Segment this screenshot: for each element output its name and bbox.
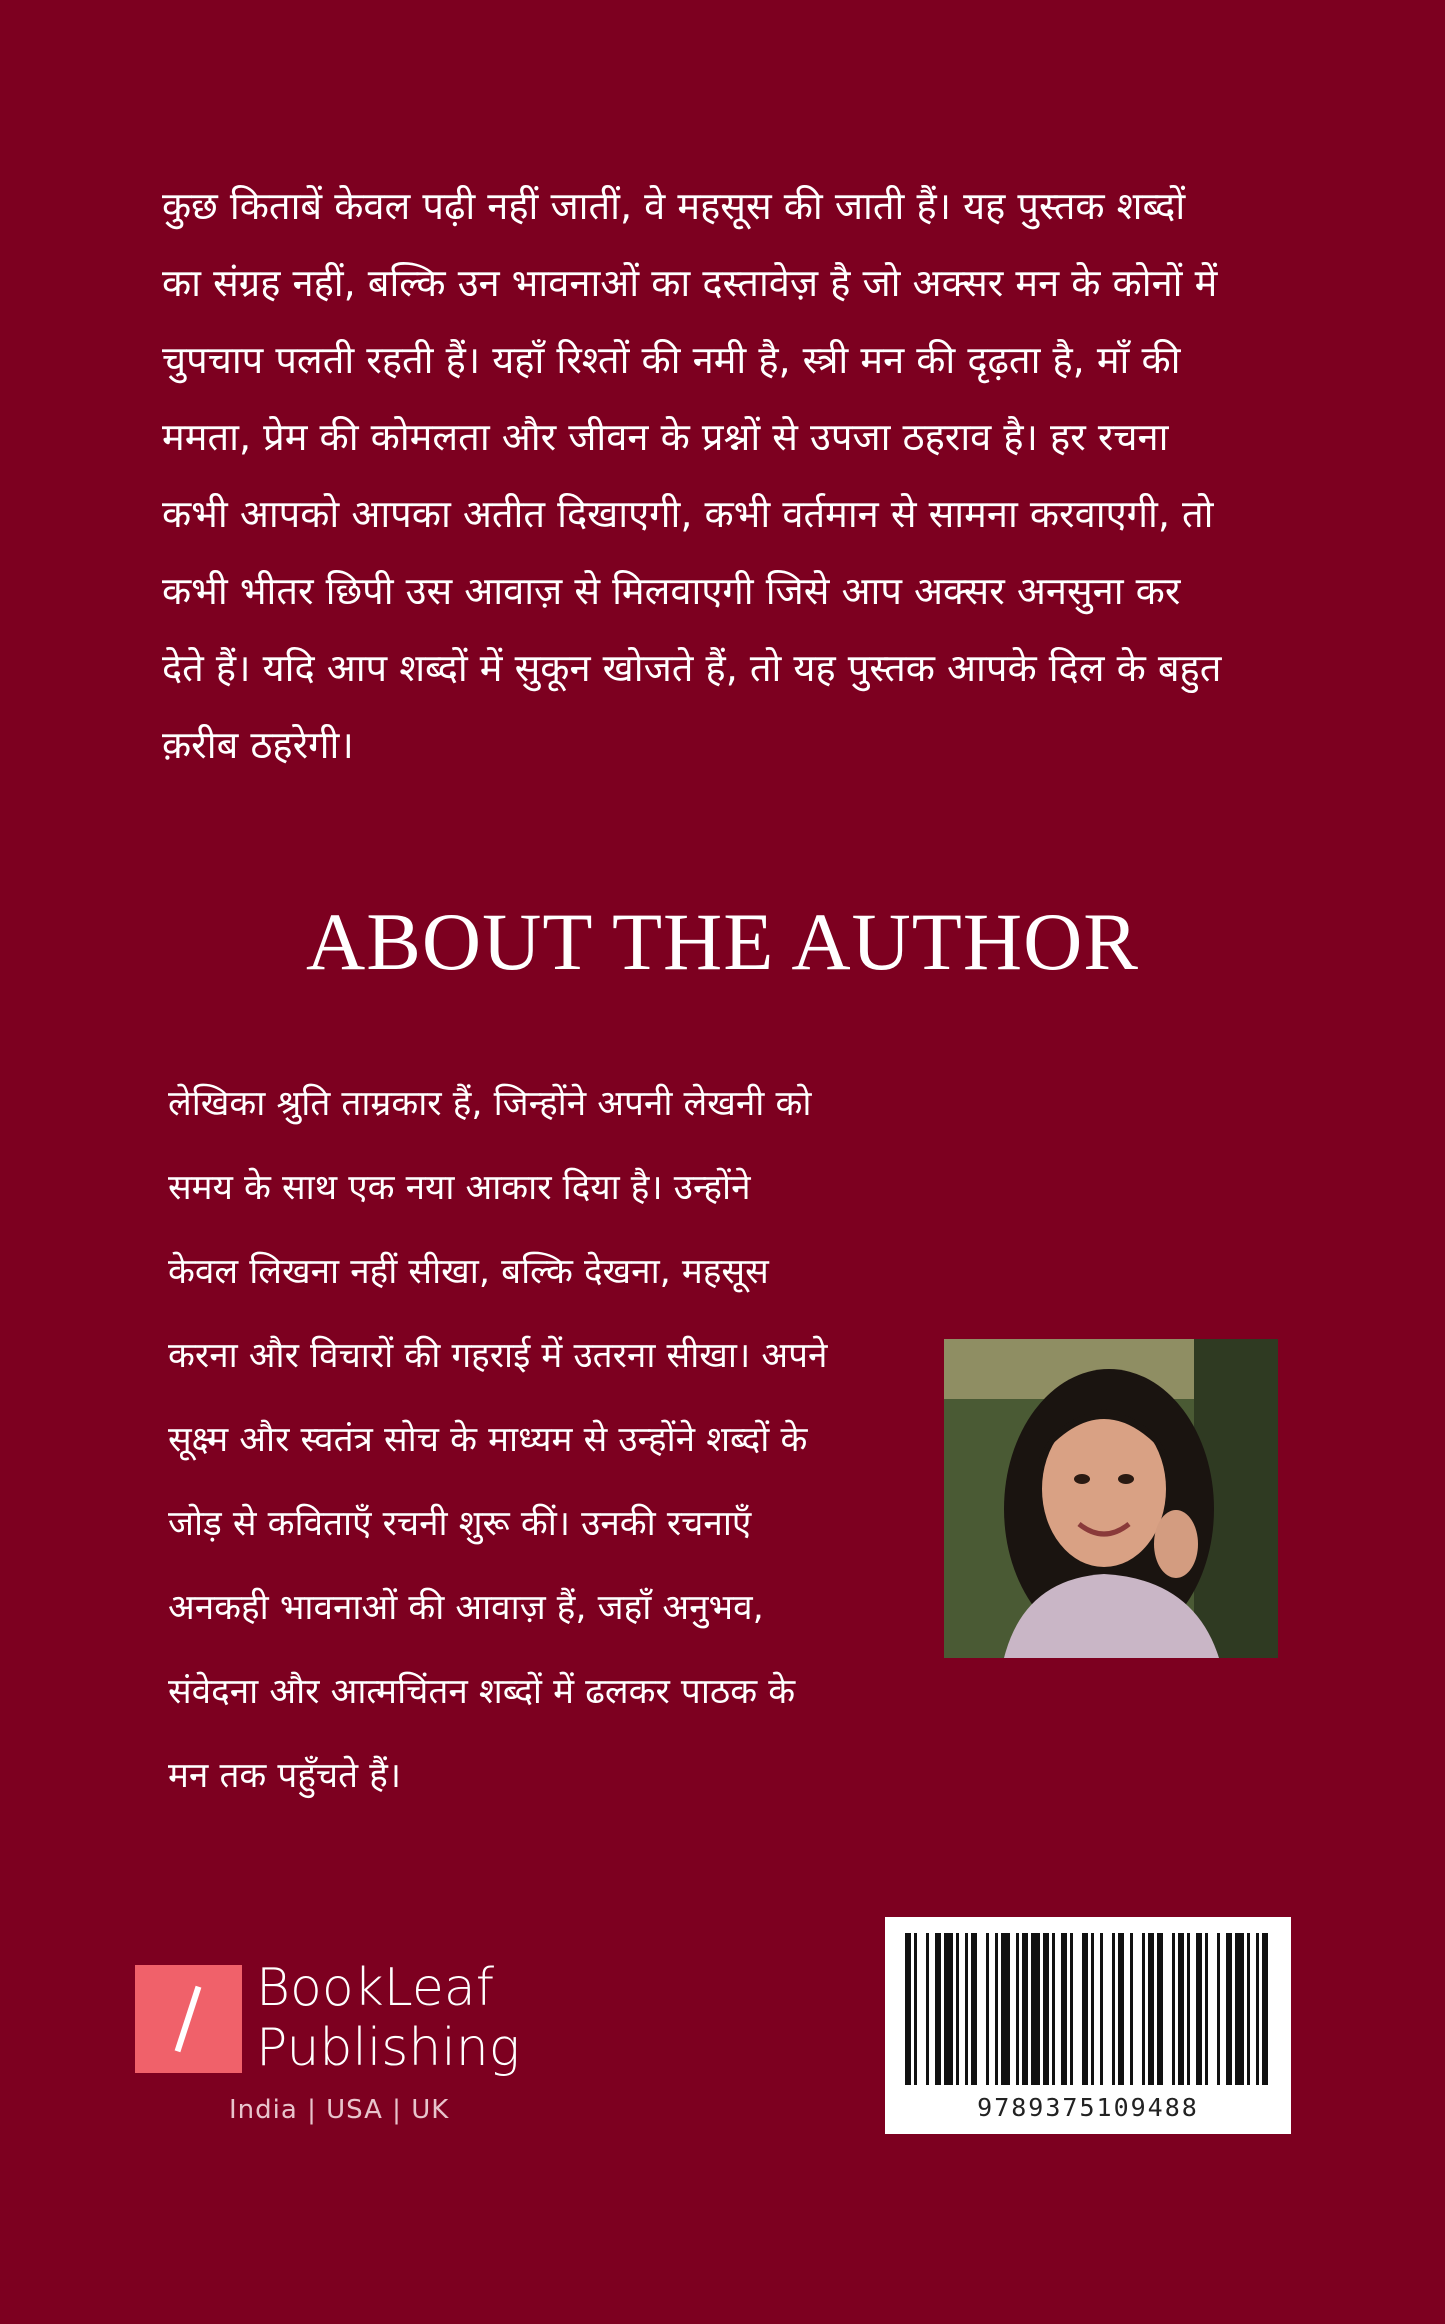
barcode-bar xyxy=(1061,1933,1067,2085)
barcode-bar xyxy=(1196,1933,1202,2085)
barcode-bars xyxy=(905,1933,1271,2085)
barcode-bar xyxy=(1142,1933,1145,2085)
barcode-bar xyxy=(1052,1933,1055,2085)
about-the-author-heading: ABOUT THE AUTHOR xyxy=(306,896,1139,987)
barcode-bar xyxy=(1235,1933,1244,2085)
barcode-bar xyxy=(1130,1933,1133,2085)
barcode-bar xyxy=(1148,1933,1154,2085)
barcode-bar xyxy=(1091,1933,1094,2085)
author-portrait-image xyxy=(944,1339,1278,1658)
barcode-bar xyxy=(956,1933,959,2085)
author-photo xyxy=(944,1339,1278,1658)
barcode-bar xyxy=(1082,1933,1088,2085)
barcode-bar xyxy=(1022,1933,1028,2085)
barcode-bar xyxy=(905,1933,911,2085)
barcode-bar xyxy=(1070,1933,1073,2085)
barcode-bar xyxy=(1112,1933,1115,2085)
publisher-name xyxy=(256,1958,520,2078)
barcode-bar xyxy=(965,1933,968,2085)
back-cover-blurb: कुछ किताबें केवल पढ़ी नहीं जातीं, वे महसूस की जाती हैं। यह पुस्तक शब्दों का संग्रह नहीं, बल्कि उन भावनाओं का दस्तावेज़ है जो अक्सर मन के कोनों में चुपचाप पलती रहती हैं। यहाँ रिश्तों की नमी है, स्त्री मन की दृढ़ता है, माँ की ममता, प्रेम की कोमलता और जीवन के प्रश्नों से उपजा ठहराव है। हर रचना कभी आपको आपका अतीत दिखाएगी, कभी वर्तमान से सामना करवाएगी, तो कभी भीतर छिपी उस आवाज़ से मिलवाएगी जिसे आप अक्सर अनसुना कर देते हैं। यदि आप शब्दों में सुकून खोजते हैं, तो यह पुस्तक आपके दिल के बहुत क़रीब ठहरेगी। xyxy=(162,184,1222,767)
barcode-bar xyxy=(1247,1933,1250,2085)
barcode-bar xyxy=(1178,1933,1184,2085)
bookleaf-logo-icon xyxy=(135,1965,242,2073)
barcode-bar xyxy=(1043,1933,1049,2085)
barcode-bar xyxy=(1172,1933,1175,2085)
barcode-bar xyxy=(1100,1933,1103,2085)
publisher-regions: India | USA | UK xyxy=(229,2095,450,2125)
barcode-bar xyxy=(995,1933,998,2085)
isbn-barcode xyxy=(885,1917,1291,2134)
barcode-bar xyxy=(1262,1933,1268,2085)
barcode-bar xyxy=(1256,1933,1259,2085)
barcode-bar xyxy=(944,1933,953,2085)
isbn-number: 9789375109488 xyxy=(977,2093,1199,2122)
barcode-bar xyxy=(926,1933,929,2085)
publisher-name-line2: Publishing xyxy=(256,2018,520,2078)
barcode-bar xyxy=(1187,1933,1190,2085)
barcode-bar xyxy=(1016,1933,1019,2085)
barcode-bar xyxy=(1157,1933,1163,2085)
publisher-name-line1: BookLeaf xyxy=(256,1958,495,2018)
barcode-bar xyxy=(1031,1933,1040,2085)
author-bio: लेखिका श्रुति ताम्रकार हैं, जिन्होंने अपनी लेखनी को समय के साथ एक नया आकार दिया है। उन्होंने केवल लिखना नहीं सीखा, बल्कि देखना, महसूस करना और विचारों की गहराई में उतरना सीखा। अपने सूक्ष्म और स्वतंत्र सोच के माध्यम से उन्होंने शब्दों के जोड़ से कविताएँ रचनी शुरू कीं। उनकी रचनाएँ अनकही भावनाओं की आवाज़ हैं, जहाँ अनुभव, संवेदना और आत्मचिंतन शब्दों में ढलकर पाठक के मन तक पहुँचते हैं। xyxy=(168,1084,828,1796)
barcode-bar xyxy=(971,1933,977,2085)
barcode-bar xyxy=(1226,1933,1232,2085)
barcode-bar xyxy=(986,1933,989,2085)
barcode-bar xyxy=(1217,1933,1220,2085)
slash-icon xyxy=(175,1986,202,2053)
barcode-bar xyxy=(1001,1933,1010,2085)
barcode-bar xyxy=(1205,1933,1208,2085)
barcode-bar xyxy=(1118,1933,1124,2085)
barcode-bar xyxy=(935,1933,941,2085)
barcode-bar xyxy=(914,1933,917,2085)
